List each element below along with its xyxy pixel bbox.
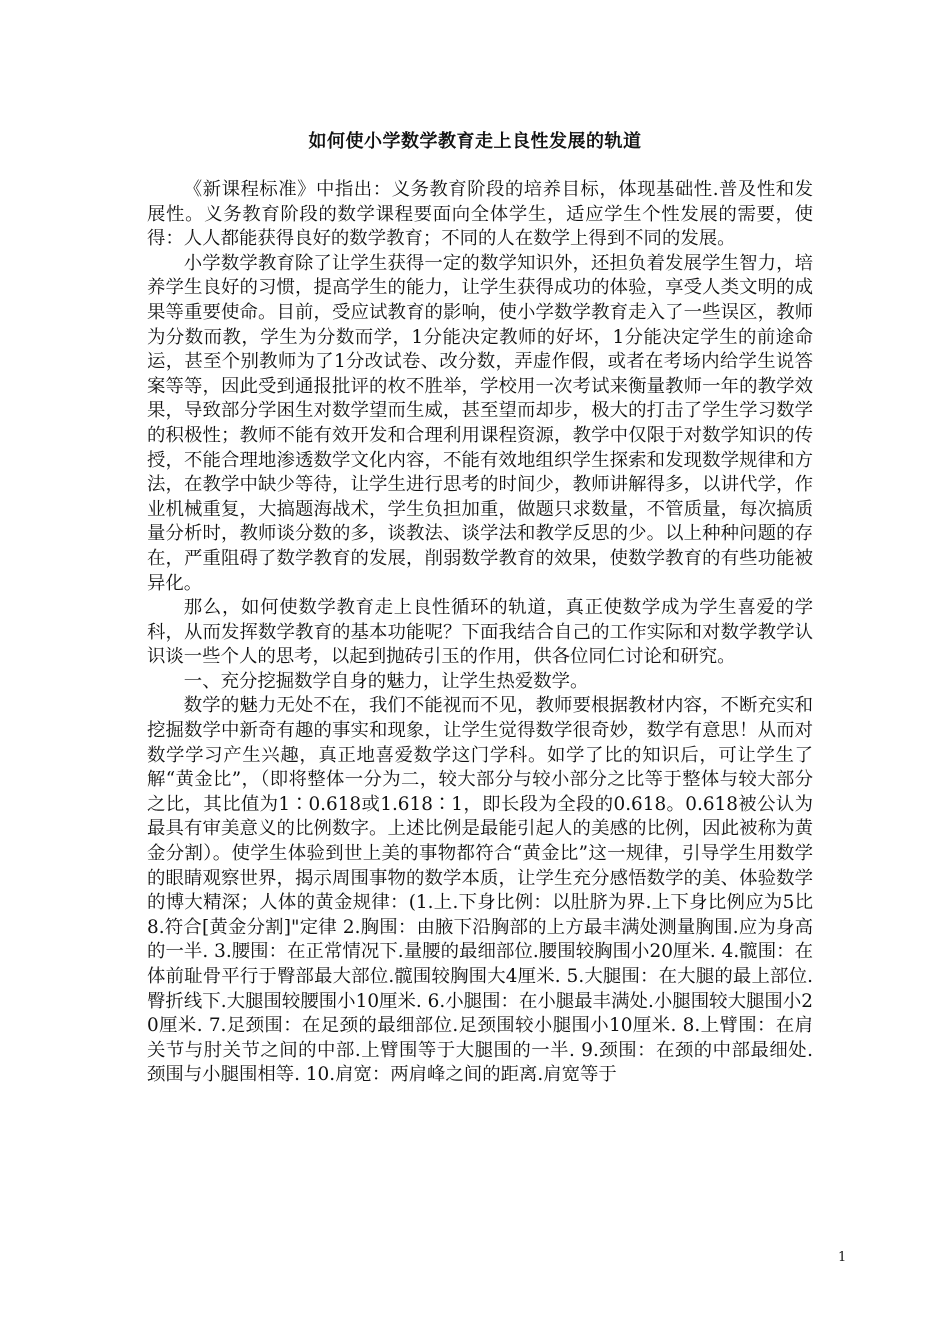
document-body <box>147 178 813 1088</box>
page-number: 1 <box>838 1250 847 1265</box>
paragraph-golden-ratio: 数学的魅力无处不在，我们不能视而不见，教师要根据教材内容，不断充实和挖掘数学中新奇有趣的事实和现象，让学生觉得数学很奇妙，数学有意思！从而对数学学习产生兴趣，真正地喜爱数学这门学科。如学了比的知识后，可让学生了解“黄金比”，（即将整体一分为二，较大部分与较小部分之比等于整体与较大部分之比，其比值为1∶0.618或1.618∶1，即长段为全段的0.618。0.618被公认为最具有审美意义的比例数字。上述比例是最能引起人的美感的比例，因此被称为黄金分割）。使学生体验到世上美的事物都符合“黄金比”这一规律，引导学生用数学的眼睛观察世界，揭示周围事物的数学本质，让学生充分感悟数学的美、体验数学的博大精深；人体的黄金规律：(1.上.下身比例：以肚脐为界.上下身比例应为5比8.符合[黄金分割]"定律 2.胸围：由腋下沿胸部的上方最丰满处测量胸围.应为身高的一半. 3.腰围：在正常情况下.量腰的最细部位.腰围较胸围小20厘米. 4.髋围：在体前耻骨平行于臀部最大部位.髋围较胸围大4厘米. 5.大腿围：在大腿的最上部位.臀折线下.大腿围较腰围小10厘米. 6.小腿围：在小腿最丰满处.小腿围较大腿围小20厘米. 7.足颈围：在足颈的最细部位.足颈围较小腿围小10厘米. 8.上臂围：在肩关节与肘关节之间的中部.上臂围等于大腿围的一半. 9.颈围：在颈的中部最细处.颈围与小腿围相等. 10.肩宽：两肩峰之间的距离.肩宽等于 <box>147 695 813 1086</box>
paragraph-intro: 《新课程标准》中指出：义务教育阶段的培养目标，体现基础性.普及性和发展性。义务教育阶段的数学课程要面向全体学生，适应学生个性发展的需要，使得：人人都能获得良好的数学教育；不同的人在数学上得到不同的发展。 <box>147 179 813 250</box>
document-title: 如何使小学数学教育走上良性发展的轨道 <box>308 131 642 152</box>
paragraph-problems: 小学数学教育除了让学生获得一定的数学知识外，还担负着发展学生智力，培养学生良好的习惯，提高学生的能力，让学生获得成功的体验，享受人类文明的成果等重要使命。目前，受应试教育的影响，使小学数学教育走入了一些误区，教师为分数而教，学生为分数而学，1分能决定教师的好坏，1分能决定学生的前途命运，甚至个别教师为了1分改试卷、改分数，弄虚作假，或者在考场内给学生说答案等等，因此受到通报批评的枚不胜举，学校用一次考试来衡量教师一年的教学效果，导致部分学困生对数学望而生威，甚至望而却步，极大的打击了学生学习数学的积极性；教师不能有效开发和合理利用课程资源，教学中仅限于对数学知识的传授，不能合理地渗透数学文化内容，不能有效地组织学生探索和发现数学规律和方法，在教学中缺少等待，让学生进行思考的时间少，教师讲解得多，以讲代学，作业机械重复，大搞题海战术，学生负担加重，做题只求数量，不管质量，每次搞质量分析时，教师谈分数的多，谈教法、谈学法和教学反思的少。以上种种问题的存在，严重阻碍了数学教育的发展，削弱数学教育的效果，使数学教育的有些功能被异化。 <box>147 252 813 594</box>
paragraph-question: 那么，如何使数学教育走上良性循环的轨道，真正使数学成为学生喜爱的学科，从而发挥数学教育的基本功能呢？下面我结合自己的工作实际和对数学教学认识谈一些个人的思考，以起到抛砖引玉的作用，供各位同仁讨论和研究。 <box>147 597 813 668</box>
section-heading-1: 一、充分挖掘数学自身的魅力，让学生热爱数学。 <box>183 670 589 692</box>
